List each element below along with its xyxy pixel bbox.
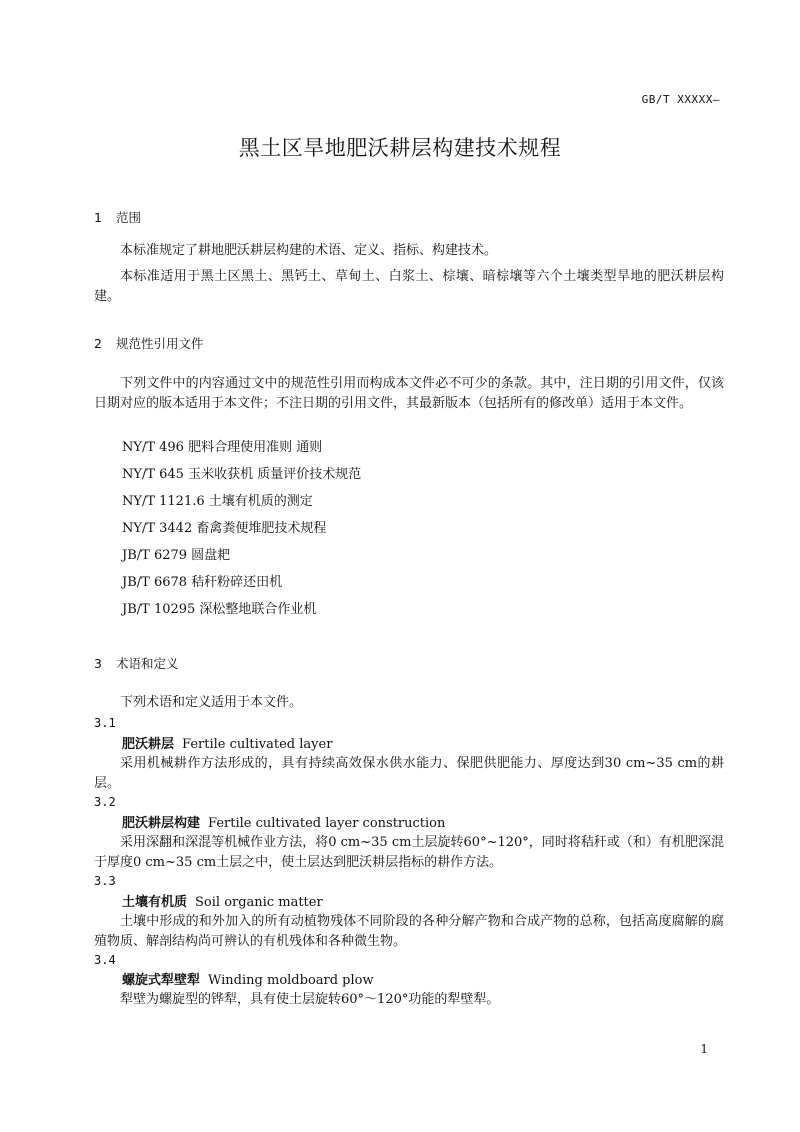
term-heading	[122, 735, 332, 755]
section-2-paragraph: 下列文件中的内容通过文中的规范性引用而构成本文件必不可少的条款。其中，注日期的引用文件，仅该日期对应的版本适用于本文件；不注日期的引用文件，其最新版本（包括所有的修改单）适用于本文件。	[94, 376, 724, 411]
section-title: 规范性引用文件	[116, 336, 204, 351]
term-definition: 犁壁为螺旋型的铧犁，具有使土层旋转60°～120°功能的犁壁犁。	[120, 992, 500, 1007]
term-english: Winding moldboard plow	[208, 973, 374, 988]
section-1-heading	[94, 208, 724, 226]
term-chinese: 肥沃耕层构建	[122, 816, 201, 831]
section-1-paragraph-2: 本标准适用于黑土区黑土、黑钙土、草甸土、白浆土、棕壤、暗棕壤等六个土壤类型旱地的肥沃耕层构建。	[94, 269, 724, 304]
section-1-paragraph-1: 本标准规定了耕地肥沃耕层构建的术语、定义、指标、构建技术。	[120, 243, 498, 258]
term-number: 3.4	[94, 953, 116, 967]
section-number: 2	[94, 336, 102, 351]
section-title: 术语和定义	[116, 656, 179, 671]
term-chinese: 肥沃耕层	[122, 737, 175, 752]
reference-item: NY/T 645 玉米收获机 质量评价技术规范	[122, 467, 362, 482]
term-english: Soil organic matter	[195, 895, 323, 910]
reference-item: NY/T 496 肥料合理使用准则 通则	[122, 440, 323, 455]
section-3-paragraph: 下列术语和定义适用于本文件。	[120, 695, 303, 710]
reference-item: JB/T 6279 圆盘耙	[122, 548, 231, 563]
term-definition: 采用深翻和深混等机械作业方法，将0 cm~35 cm土层旋转60°~120°，同时将秸秆或（和）有机肥深混于厚度0 cm~35 cm土层之中，使土层达到肥沃耕层指标的耕作方法。	[94, 835, 724, 870]
page-number: 1	[700, 1042, 708, 1056]
term-number: 3.1	[94, 716, 116, 730]
term-definition: 采用机械耕作方法形成的，具有持续高效保水供水能力、保肥供肥能力、厚度达到30 cm~35 cm的耕层。	[94, 756, 724, 791]
term-english: Fertile cultivated layer construction	[208, 816, 446, 831]
section-number: 1	[94, 210, 102, 225]
term-heading	[122, 893, 323, 913]
document-title: 黑土区旱地肥沃耕层构建技术规程	[238, 136, 562, 160]
reference-item: JB/T 6678 秸秆粉碎还田机	[122, 575, 283, 590]
term-english: Fertile cultivated layer	[182, 737, 333, 752]
term-chinese: 螺旋式犁壁犁	[122, 973, 201, 988]
term-heading	[122, 971, 374, 991]
section-3-heading	[94, 654, 724, 672]
term-number: 3.3	[94, 874, 116, 888]
term-number: 3.2	[94, 795, 116, 809]
reference-item: JB/T 10295 深松整地联合作业机	[122, 602, 317, 617]
reference-item: NY/T 1121.6 土壤有机质的测定	[122, 494, 313, 509]
standard-code: GB/T XXXXX—	[641, 93, 720, 106]
section-number: 3	[94, 656, 102, 671]
section-2-heading	[94, 334, 724, 352]
term-definition: 土壤中形成的和外加入的所有动植物残体不同阶段的各种分解产物和合成产物的总称，包括高度腐解的腐殖物质、解剖结构尚可辨认的有机残体和各种微生物。	[94, 914, 724, 949]
section-title: 范围	[116, 210, 142, 225]
reference-item: NY/T 3442 畜禽粪便堆肥技术规程	[122, 521, 327, 536]
term-heading	[122, 814, 445, 834]
term-chinese: 土壤有机质	[122, 895, 188, 910]
